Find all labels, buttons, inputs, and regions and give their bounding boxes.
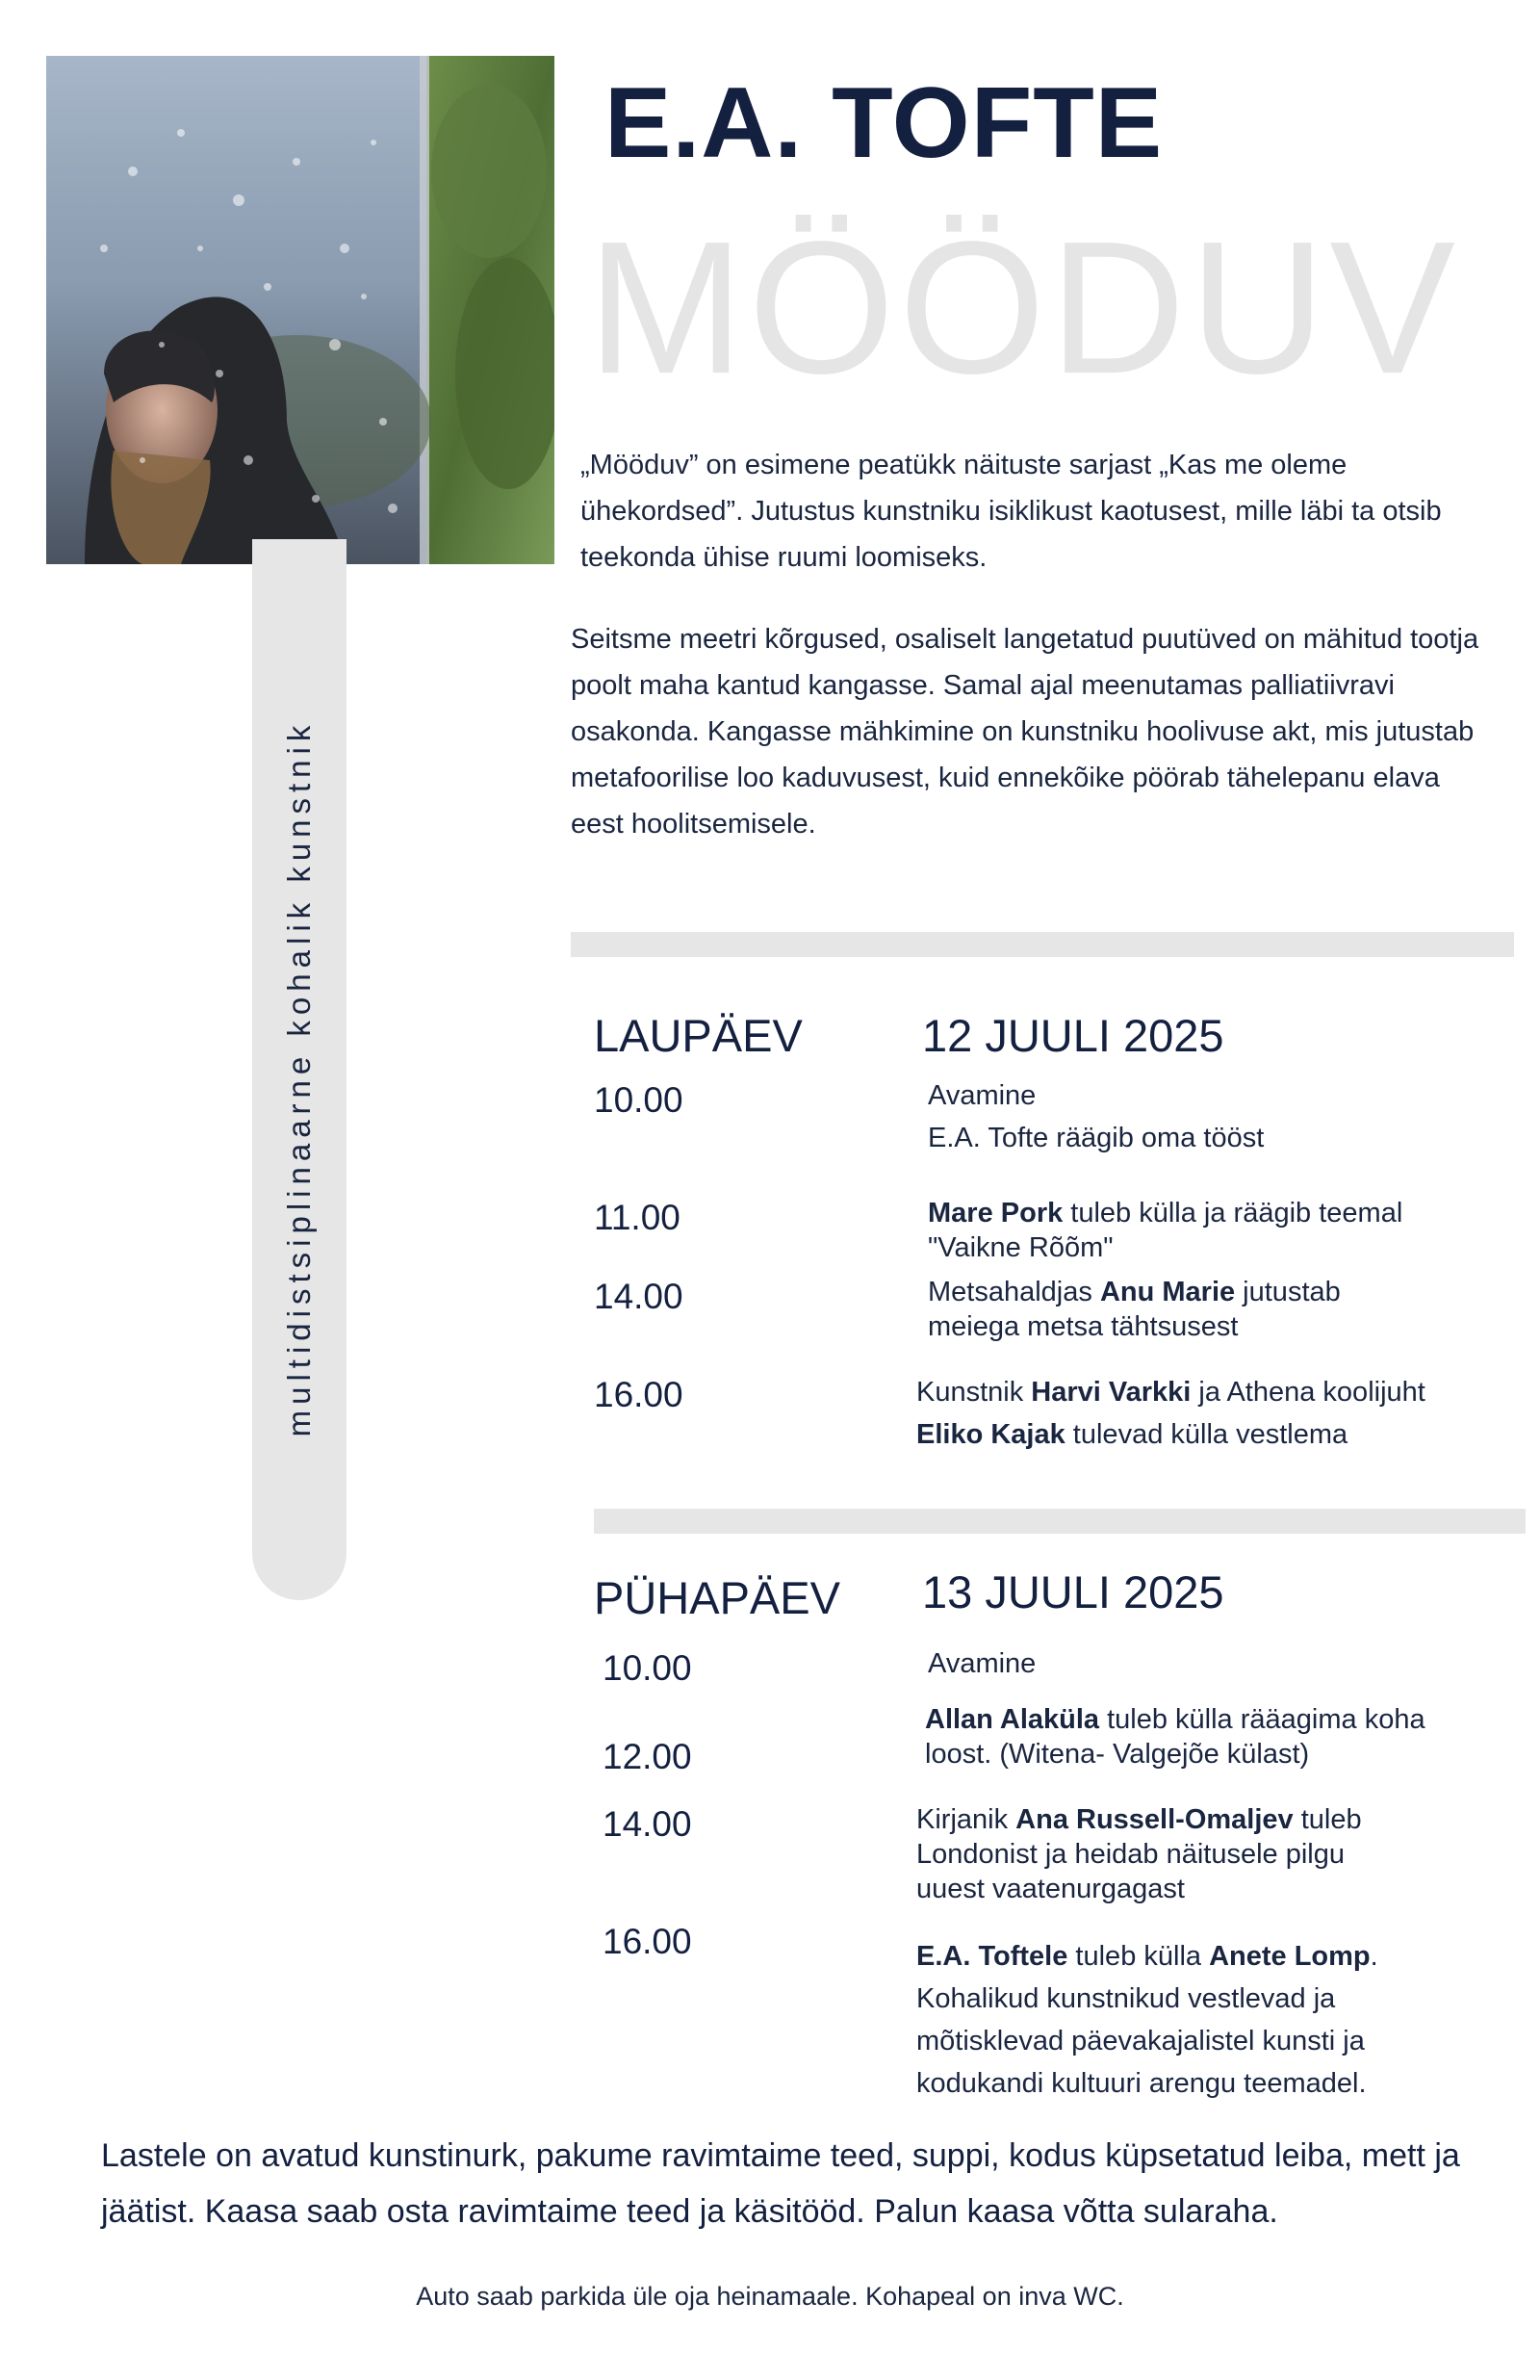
speaker-name: Ana Russell-Omaljev [1015,1804,1294,1835]
parking-note: Auto saab parkida üle oja heinamaale. Kohapeal on inva WC. [416,2282,1124,2311]
description-paragraph: Seitsme meetri kõrgused, osaliselt langetatud puutüved on mähitud tootja poolt maha kantud kangasse. Samal ajal meenutamas palliatiivravi osakonda. Kangasse mähkimine on kunstniku hoolivuse akt, mis jutustab metafoorilise loo kaduvusest, kuid ennekõike pöörab tähelepanu elava eest hoolitsemisele. [571,624,1479,840]
speaker-name: Harvi Varkki [1031,1377,1192,1408]
speaker-name: Allan Alaküla [925,1704,1100,1735]
day1-time-4: 16.00 [594,1375,683,1414]
event-text: Londonist ja heidab näitusele pilgu [916,1839,1346,1870]
event-text: tuleb külla [1067,1941,1210,1972]
speaker-name: Anete Lomp [1209,1941,1371,1972]
day1-weekday: LAUPÄEV [594,1010,803,1061]
day2-time-4: 16.00 [603,1922,692,1961]
event-text: Kunstnik [916,1377,1032,1408]
event-text: meiega metsa tähtsusest [928,1311,1239,1342]
event-text: kodukandi kultuuri arengu teemadel. [916,2068,1367,2099]
event-text: Metsahaldjas [928,1277,1100,1307]
day2-time-2: 12.00 [603,1737,692,1776]
day1-time-2: 11.00 [594,1198,680,1237]
day2-date: 13 JUULI 2025 [922,1566,1224,1617]
day1-event-1 [928,1074,1264,1159]
event-text: Kirjanik [916,1804,1016,1835]
artist-name: E.A. TOFTE [604,67,1164,179]
event-text: uuest vaatenurgagast [916,1874,1185,1904]
event-line: E.A. Tofte räägib oma tööst [928,1123,1265,1153]
event-text: loost. (Witena- Valgejõe külast) [925,1739,1310,1770]
day2-event-2 [925,1702,1425,1772]
event-text: tuleb [1293,1804,1362,1835]
event-text: mõtisklevad päevakajalistel kunsti ja [916,2026,1365,2057]
event-text: tulevad külla vestlema [1065,1419,1348,1450]
event-text: . [1370,1941,1378,1972]
divider [594,1509,1526,1534]
speaker-name: Mare Pork [928,1198,1064,1229]
day1-time-3: 14.00 [594,1277,683,1316]
amenities-paragraph: Lastele on avatud kunstinurk, pakume ravimtaime teed, suppi, kodus küpsetatud leiba, mett ja jäätist. Kaasa saab osta ravimtaime teed ja käsitööd. Palun kaasa võtta sularaha. [101,2137,1460,2230]
day1-date: 12 JUULI 2025 [922,1010,1224,1061]
side-text: multidistsiplinaarne kohalik kunstnik [281,719,317,1437]
exhibition-title: MÖÖDUV [587,202,1459,413]
artist-photo [46,56,554,564]
event-line: Avamine [928,1648,1037,1679]
event-text: ja Athena koolijuht [1191,1377,1425,1408]
day2-time-3: 14.00 [603,1804,692,1844]
intro-paragraph: „Mööduv” on esimene peatükk näituste sarjast „Kas me oleme ühekordsed”. Jutustus kunstniku isiklikust kaotusest, mille läbi ta otsib teekonda ühise ruumi loomiseks. [580,450,1442,573]
event-line: Avamine [928,1080,1037,1111]
day2-time-1: 10.00 [603,1648,692,1688]
event-text: "Vaikne Rõõm" [928,1232,1114,1263]
event-text: jutustab [1235,1277,1341,1307]
speaker-name: Eliko Kajak [916,1419,1065,1450]
speaker-name: Anu Marie [1099,1277,1236,1307]
event-text: tuleb külla ja räägib teemal [1063,1198,1403,1229]
day2-event-1 [928,1646,1036,1681]
day1-event-4 [916,1371,1425,1456]
day2-event-3 [916,1802,1362,1906]
day1-event-3 [928,1275,1341,1344]
divider [571,932,1514,957]
speaker-name: E.A. Toftele [916,1941,1068,1972]
day1-time-1: 10.00 [594,1080,683,1120]
day2-weekday: PÜHAPÄEV [594,1572,840,1623]
rain-window-photo [46,56,554,564]
event-text: Kohalikud kunstnikud vestlevad ja [916,1983,1336,2014]
event-text: tuleb külla rääagima koha [1099,1704,1425,1735]
day2-event-4 [916,1935,1378,2105]
day1-event-2 [928,1196,1402,1265]
